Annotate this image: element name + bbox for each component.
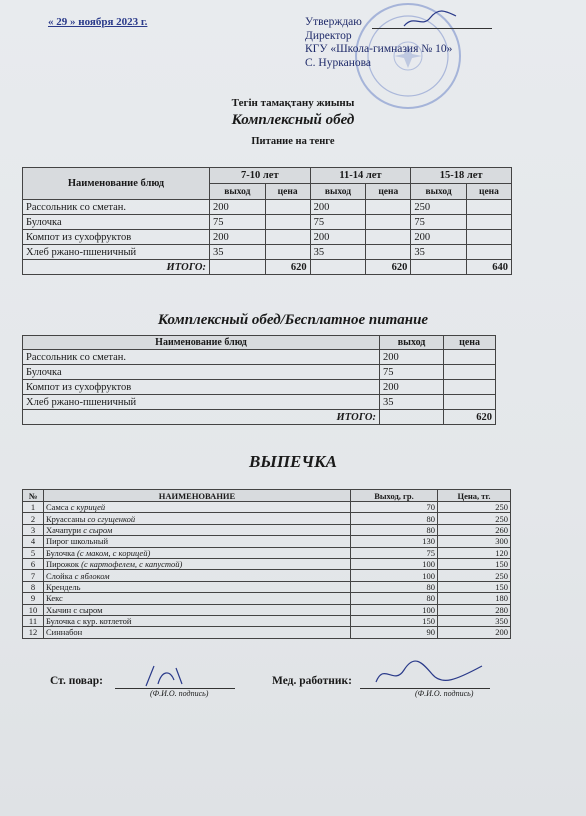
item-detail: с яблоком	[72, 570, 110, 581]
item-base-name: Слойка	[46, 570, 73, 581]
col-name: НАИМЕНОВАНИЕ	[44, 490, 351, 502]
table-row	[23, 627, 511, 638]
col-price: Цена, тг.	[438, 490, 511, 502]
col-dish-name: Наименование блюд	[23, 168, 210, 200]
dish-name: Рассольник со сметан.	[23, 200, 210, 215]
dish-out: 250	[411, 200, 467, 215]
table-row	[23, 365, 496, 380]
approval-line-2: Директор	[305, 29, 352, 42]
table-row	[23, 547, 511, 558]
dish-out: 200	[210, 230, 266, 245]
item-out: 75	[351, 547, 438, 558]
cook-caption: (Ф.И.О. подпись)	[150, 689, 209, 698]
item-out: 80	[351, 524, 438, 535]
row-number: 7	[23, 570, 44, 581]
table-row	[23, 536, 511, 547]
col-price: цена	[444, 336, 496, 350]
item-base-name: Синнабон	[46, 627, 83, 638]
table-row	[23, 200, 512, 215]
item-name	[44, 570, 351, 581]
row-number: 11	[23, 615, 44, 626]
dish-out: 75	[210, 215, 266, 230]
item-base-name: Пирожок	[46, 559, 80, 570]
dish-out: 35	[310, 245, 366, 260]
dish-out: 200	[310, 230, 366, 245]
table-row	[23, 570, 511, 581]
med-label: Мед. работник:	[272, 675, 352, 687]
sub-col-price: цена	[466, 184, 511, 200]
title-kazakh: Тегін тамақтану жиыны	[231, 97, 355, 109]
item-name	[44, 513, 351, 524]
item-name	[44, 536, 351, 547]
director-signature	[400, 6, 460, 34]
item-out: 130	[351, 536, 438, 547]
table-row	[23, 215, 512, 230]
item-base-name: Булочка	[46, 547, 75, 558]
item-price: 150	[438, 558, 511, 569]
item-out: 100	[351, 604, 438, 615]
complex-lunch-table	[22, 167, 512, 275]
table-row	[23, 380, 496, 395]
dish-out: 35	[411, 245, 467, 260]
total-value: 620	[265, 260, 310, 275]
document-date: « 29 » ноября 2023 г.	[48, 16, 148, 28]
dish-name: Рассольник со сметан.	[23, 350, 380, 365]
item-out: 80	[351, 581, 438, 592]
item-price: 150	[438, 581, 511, 592]
table-row	[23, 350, 496, 365]
table-row	[23, 395, 496, 410]
dish-out: 200	[310, 200, 366, 215]
age-group-7-10: 7-10 лет	[210, 168, 311, 184]
age-group-11-14: 11-14 лет	[310, 168, 411, 184]
item-detail: (с картофелем, с капустой)	[79, 559, 183, 570]
row-number: 4	[23, 536, 44, 547]
sub-col-price: цена	[366, 184, 411, 200]
item-detail: со сгущенкой	[85, 513, 136, 524]
total-value: 640	[466, 260, 511, 275]
col-number: №	[23, 490, 44, 502]
item-base-name: Кекс	[46, 593, 63, 604]
table-row	[23, 524, 511, 535]
table-row	[23, 230, 512, 245]
item-name	[44, 581, 351, 592]
title-bakery: ВЫПЕЧКА	[249, 452, 337, 471]
total-value: 620	[366, 260, 411, 275]
total-row	[23, 260, 512, 275]
item-out: 100	[351, 558, 438, 569]
item-price: 200	[438, 627, 511, 638]
row-number: 12	[23, 627, 44, 638]
sub-col-out: выход	[310, 184, 366, 200]
approval-line-3: КГУ «Школа-гимназия № 10»	[305, 43, 453, 55]
table-row	[23, 593, 511, 604]
item-base-name: Самса	[46, 502, 69, 513]
cook-label: Ст. повар:	[50, 675, 103, 687]
dish-out: 200	[411, 230, 467, 245]
total-label: ИТОГО:	[23, 410, 380, 425]
item-base-name: Хачапури	[46, 524, 82, 535]
total-label: ИТОГО:	[23, 260, 210, 275]
row-number: 6	[23, 558, 44, 569]
table-row	[23, 558, 511, 569]
item-price: 260	[438, 524, 511, 535]
item-price: 250	[438, 513, 511, 524]
title-free-lunch: Комплексный обед/Бесплатное питание	[157, 312, 429, 328]
item-price: 300	[438, 536, 511, 547]
dish-out: 35	[210, 245, 266, 260]
med-caption: (Ф.И.О. подпись)	[415, 689, 474, 698]
row-number: 3	[23, 524, 44, 535]
item-name	[44, 547, 351, 558]
col-dish-name: Наименование блюд	[23, 336, 380, 350]
row-number: 10	[23, 604, 44, 615]
dish-out: 200	[380, 350, 444, 365]
free-lunch-table	[22, 335, 496, 425]
item-base-name: Пирог школьный	[46, 536, 109, 547]
row-number: 8	[23, 581, 44, 592]
age-group-15-18: 15-18 лет	[411, 168, 512, 184]
item-base-name: Круассаны	[46, 513, 86, 524]
med-signature	[370, 656, 490, 690]
dish-out: 200	[210, 200, 266, 215]
row-number: 9	[23, 593, 44, 604]
item-name	[44, 558, 351, 569]
item-out: 100	[351, 570, 438, 581]
row-number: 5	[23, 547, 44, 558]
dish-name: Булочка	[23, 365, 380, 380]
bakery-table	[22, 489, 511, 639]
item-price: 350	[438, 615, 511, 626]
dish-out: 75	[411, 215, 467, 230]
title-main: Комплексный обед	[231, 112, 355, 128]
table-row	[23, 502, 511, 513]
item-out: 90	[351, 627, 438, 638]
item-name	[44, 627, 351, 638]
dish-out: 75	[380, 365, 444, 380]
item-detail: с курицей	[68, 502, 106, 513]
dish-name: Компот из сухофруктов	[23, 380, 380, 395]
dish-name: Булочка	[23, 215, 210, 230]
sub-col-price: цена	[265, 184, 310, 200]
row-number: 2	[23, 513, 44, 524]
item-price: 280	[438, 604, 511, 615]
item-detail: (с маком, с корицей)	[74, 547, 151, 558]
approval-line-1: Утверждаю	[305, 16, 362, 28]
sub-col-out: выход	[411, 184, 467, 200]
item-out: 70	[351, 502, 438, 513]
item-base-name: Хычин с сыром	[46, 604, 103, 615]
dish-name: Хлеб ржано-пшеничный	[23, 245, 210, 260]
item-name	[44, 524, 351, 535]
table-row	[23, 581, 511, 592]
item-price: 120	[438, 547, 511, 558]
sub-col-out: выход	[210, 184, 266, 200]
table-row	[23, 604, 511, 615]
dish-name: Компот из сухофруктов	[23, 230, 210, 245]
item-detail: с сыром	[81, 524, 113, 535]
item-base-name: Булочка с кур. котлетой	[46, 616, 132, 627]
item-name	[44, 604, 351, 615]
table-row	[23, 245, 512, 260]
title-sub: Питание на тенге	[251, 136, 335, 147]
dish-out: 200	[380, 380, 444, 395]
table-row	[23, 615, 511, 626]
cook-signature	[140, 660, 190, 690]
col-out: Выход, гр.	[351, 490, 438, 502]
item-price: 250	[438, 502, 511, 513]
item-out: 150	[351, 615, 438, 626]
col-out: выход	[380, 336, 444, 350]
item-base-name: Крендель	[46, 581, 81, 592]
item-name	[44, 615, 351, 626]
total-row	[23, 410, 496, 425]
item-name	[44, 502, 351, 513]
row-number: 1	[23, 502, 44, 513]
item-out: 80	[351, 593, 438, 604]
dish-out: 75	[310, 215, 366, 230]
approval-line-4: С. Нурканова	[305, 56, 372, 69]
item-out: 80	[351, 513, 438, 524]
total-value: 620	[444, 410, 496, 425]
item-price: 250	[438, 570, 511, 581]
dish-out: 35	[380, 395, 444, 410]
item-price: 180	[438, 593, 511, 604]
table-row	[23, 513, 511, 524]
item-name	[44, 593, 351, 604]
dish-name: Хлеб ржано-пшеничный	[23, 395, 380, 410]
